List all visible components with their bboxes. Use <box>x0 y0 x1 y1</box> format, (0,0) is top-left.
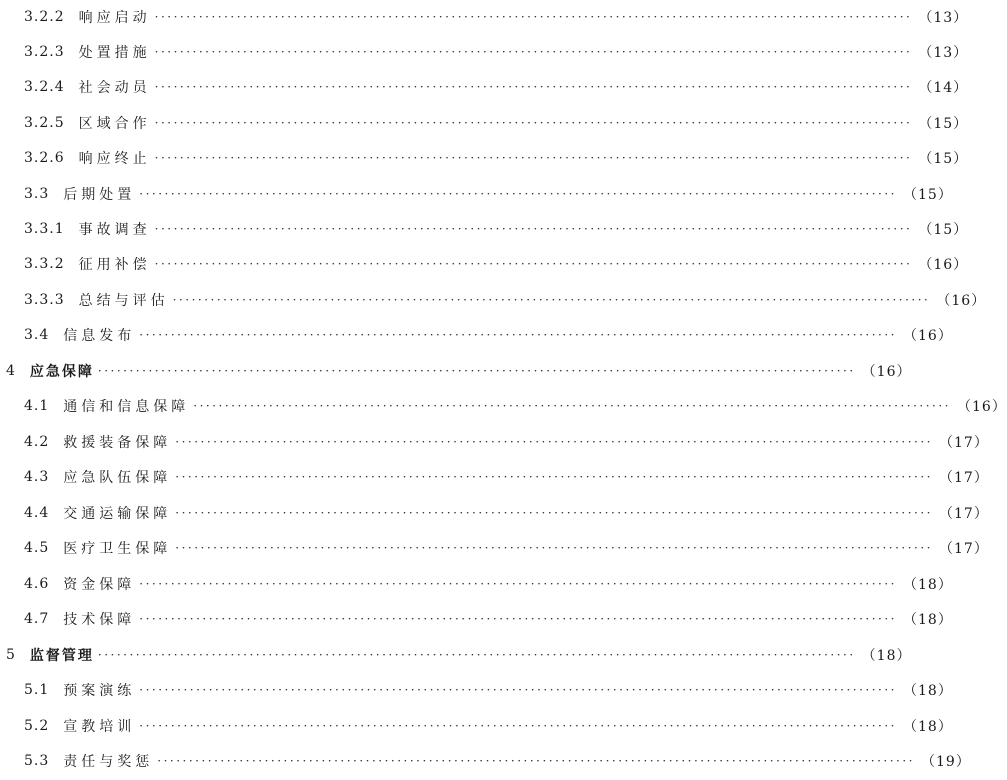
toc-entry[interactable] <box>0 604 953 634</box>
toc-entry-number: 3.3.2 <box>24 256 65 272</box>
toc-entry-title: 区域合作 <box>78 116 151 132</box>
toc-entry[interactable] <box>0 427 989 457</box>
toc-entry-page: （18） <box>861 648 912 664</box>
toc-entry-page: （17） <box>939 506 989 522</box>
dot-leader: ························································································································ <box>139 612 897 626</box>
toc-entry-page: （18） <box>903 683 953 699</box>
toc-entry[interactable] <box>0 143 969 173</box>
toc-entry[interactable] <box>0 711 953 741</box>
dot-leader: ························································································································ <box>154 151 913 165</box>
toc-entry[interactable] <box>0 37 969 67</box>
toc-entry-title: 应急保障 <box>29 364 94 380</box>
dot-leader: ························································································································ <box>154 80 913 94</box>
toc-entry-page: （17） <box>939 541 989 557</box>
toc-entry-title: 后期处置 <box>63 187 136 203</box>
toc-entry-title: 资金保障 <box>63 577 136 593</box>
toc-entry[interactable] <box>0 498 989 528</box>
toc-entry-page: （13） <box>918 10 969 26</box>
toc-entry-page: （13） <box>918 45 969 61</box>
toc-entry-page: （15） <box>918 222 969 238</box>
dot-leader: ························································································································ <box>139 683 897 697</box>
toc-entry-number: 3.2.6 <box>24 150 65 166</box>
toc-entry[interactable] <box>0 533 989 563</box>
toc-entry-page: （14） <box>918 80 969 96</box>
toc-entry-title: 通信和信息保障 <box>63 399 190 415</box>
dot-leader: ························································································································ <box>154 10 913 24</box>
toc-entry[interactable] <box>0 675 953 705</box>
dot-leader: ························································································································ <box>154 45 913 59</box>
toc-entry-page: （16） <box>861 364 912 380</box>
toc-entry-page: （16） <box>936 293 987 309</box>
toc-entry[interactable] <box>0 285 987 315</box>
toc-entry-title: 响应终止 <box>78 151 151 167</box>
toc-entry-number: 4.3 <box>24 469 50 485</box>
toc-entry-page: （16） <box>957 399 1007 415</box>
toc-entry-page: （15） <box>903 187 953 203</box>
dot-leader: ························································································································ <box>175 470 933 484</box>
dot-leader: ························································································································ <box>139 328 897 342</box>
toc-entry-title: 监督管理 <box>29 648 94 664</box>
toc-entry-title: 事故调查 <box>78 222 151 238</box>
dot-leader: ························································································································ <box>154 116 913 130</box>
toc-entry[interactable] <box>0 320 953 350</box>
toc-entry-number: 4.5 <box>24 540 50 556</box>
toc-entry[interactable] <box>0 462 989 492</box>
toc-entry-number: 5.3 <box>24 753 50 769</box>
dot-leader: ························································································································ <box>97 364 856 378</box>
toc-entry[interactable] <box>0 179 953 209</box>
toc-entry-page: （17） <box>939 435 989 451</box>
toc-entry-number: 3.3 <box>24 186 50 202</box>
toc-entry-title: 医疗卫生保障 <box>63 541 172 557</box>
toc-entry-title: 预案演练 <box>63 683 136 699</box>
toc-entry-number: 3.3.3 <box>24 292 65 308</box>
dot-leader: ························································································································ <box>97 648 856 662</box>
toc-entry-page: （17） <box>939 470 989 486</box>
toc-entry-title: 征用补偿 <box>78 257 151 273</box>
toc-chapter-entry[interactable] <box>0 356 912 386</box>
toc-entry-title: 交通运输保障 <box>63 506 172 522</box>
toc-entry-page: （18） <box>903 719 953 735</box>
toc-entry-title: 应急队伍保障 <box>63 470 172 486</box>
toc-entry-number: 3.2.2 <box>24 9 65 25</box>
toc-entry-number: 4.4 <box>24 505 50 521</box>
dot-leader: ························································································································ <box>175 506 933 520</box>
toc-entry-page: （18） <box>903 612 953 628</box>
toc-entry-number: 5.2 <box>24 718 50 734</box>
toc-entry-number: 4.7 <box>24 611 50 627</box>
dot-leader: ························································································································ <box>139 719 897 733</box>
toc-entry[interactable] <box>0 569 953 599</box>
dot-leader: ························································································································ <box>139 577 897 591</box>
dot-leader: ························································································································ <box>193 399 951 413</box>
toc-entry-title: 技术保障 <box>63 612 136 628</box>
toc-entry[interactable] <box>0 108 969 138</box>
toc-entry-number: 3.3.1 <box>24 221 65 237</box>
toc-entry-page: （15） <box>918 151 969 167</box>
toc-entry-number: 3.2.3 <box>24 44 65 60</box>
toc-entry-number: 3.2.4 <box>24 79 65 95</box>
toc-entry-page: （16） <box>918 257 969 273</box>
toc-entry-number: 4.1 <box>24 398 50 414</box>
toc-chapter-entry[interactable] <box>0 640 912 670</box>
toc-entry-title: 处置措施 <box>78 45 151 61</box>
dot-leader: ························································································································ <box>175 435 933 449</box>
toc-entry-page: （19） <box>921 754 971 770</box>
toc-entry-number: 4 <box>6 363 16 379</box>
toc-entry-number: 5 <box>6 647 16 663</box>
toc-entry-title: 总结与评估 <box>78 293 169 309</box>
toc-entry-page: （18） <box>903 577 953 593</box>
toc-entry-title: 社会动员 <box>78 80 151 96</box>
toc-entry-number: 3.2.5 <box>24 115 65 131</box>
dot-leader: ························································································································ <box>172 293 931 307</box>
dot-leader: ························································································································ <box>154 222 913 236</box>
toc-entry-title: 责任与奖惩 <box>63 754 154 770</box>
toc-entry-page: （16） <box>903 328 953 344</box>
dot-leader: ························································································································ <box>157 754 915 768</box>
toc-entry[interactable] <box>0 249 969 279</box>
toc-entry[interactable] <box>0 391 1007 421</box>
toc-entry-title: 宣教培训 <box>63 719 136 735</box>
toc-entry[interactable] <box>0 214 969 244</box>
toc-entry-number: 5.1 <box>24 682 50 698</box>
dot-leader: ························································································································ <box>154 257 913 271</box>
toc-entry-number: 3.4 <box>24 327 50 343</box>
toc-entry[interactable] <box>0 746 971 776</box>
toc-entry-number: 4.6 <box>24 576 50 592</box>
toc-entry-page: （15） <box>918 116 969 132</box>
toc-entry-title: 信息发布 <box>63 328 136 344</box>
toc-entry-number: 4.2 <box>24 434 50 450</box>
dot-leader: ························································································································ <box>139 187 897 201</box>
toc-entry-title: 救援装备保障 <box>63 435 172 451</box>
toc-entry-title: 响应启动 <box>78 10 151 26</box>
toc-entry[interactable] <box>0 72 969 102</box>
dot-leader: ························································································································ <box>175 541 933 555</box>
toc-entry[interactable] <box>0 2 969 32</box>
